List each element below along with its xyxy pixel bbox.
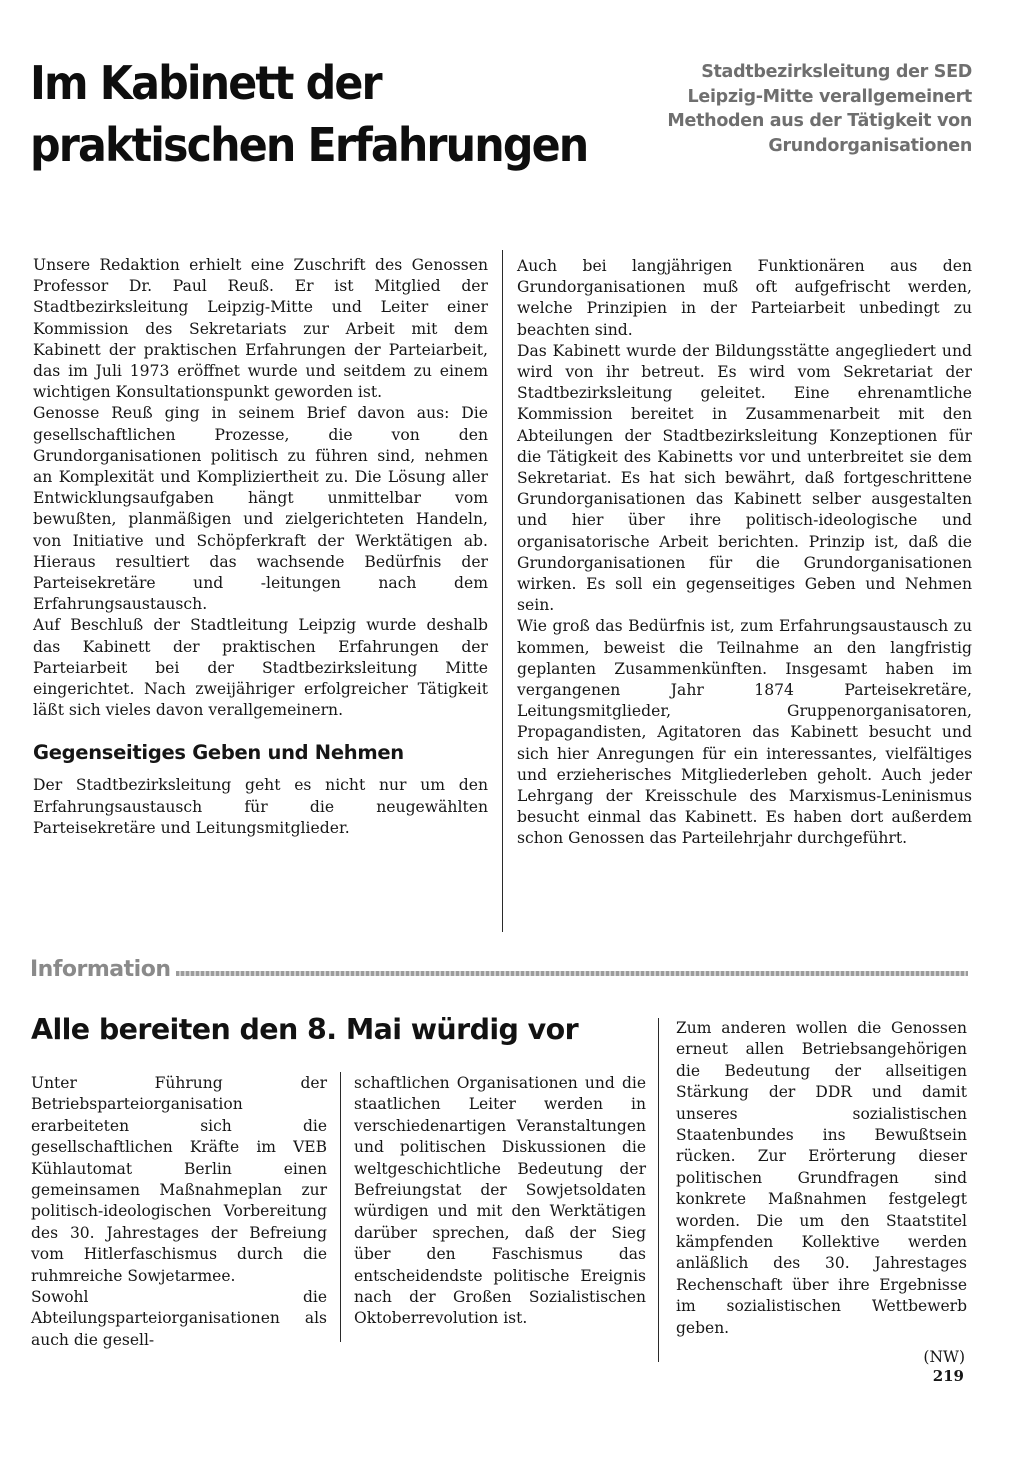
- article-headline: Im Kabinett der praktischen Erfahrungen: [30, 56, 588, 172]
- information-column-3: [676, 1018, 967, 1369]
- section-subheading: Gegenseitiges Geben und Nehmen: [33, 741, 404, 765]
- information-title: Alle bereiten den 8. Mai würdig vor: [31, 1013, 579, 1046]
- paragraph: Unter Führung der Betriebsparteiorganisation erarbeiteten sich die gesellschaftlichen Kräfte im VEB Kühlautomat Berlin einen gemeinsamen Maßnahmeplan zur politisch-ideologischen Vorbereitung des 30. Jahrestages der Befreiung vom Hitlerfaschismus durch die ruhmreiche Sowjetarmee.: [31, 1074, 327, 1285]
- column-divider: [658, 1018, 659, 1362]
- paragraph: Sowohl die Abteilungsparteiorganisationen als auch die gesell-: [31, 1288, 327, 1349]
- source-credit: (NW): [923, 1348, 965, 1367]
- column-divider: [340, 1072, 341, 1342]
- article-column-left: [33, 255, 488, 839]
- page-number: 219: [932, 1367, 964, 1385]
- article-subtitle: Stadtbezirksleitung der SED Leipzig-Mitte verallgemeinert Methoden aus der Tätigkeit von Grundorganisationen: [667, 62, 972, 156]
- paragraph: Auf Beschluß der Stadtleitung Leipzig wurde deshalb das Kabinett der praktischen Erfahrungen der Parteiarbeit bei der Stadtbezirksleitung Mitte eingerichtet. Nach zweijähriger erfolgreicher Tätigkeit läßt sich vieles davon verallgemeinern.: [33, 616, 488, 720]
- paragraph: Unsere Redaktion erhielt eine Zuschrift des Genossen Professor Dr. Paul Reuß. Er ist Mitglied der Stadtbezirksleitung Leipzig-Mitte und Leiter einer Kommission des Sekretariats zur Arbeit mit dem Kabinett der praktischen Erfahrungen der Parteiarbeit, das im Juli 1973 eröffnet wurde und seitdem zu einem wichtigen Konsultationspunkt geworden ist.: [33, 256, 488, 402]
- paragraph: Zum anderen wollen die Genossen erneut allen Betriebsangehörigen die Bedeutung der allseitigen Stärkung der DDR und damit unseres sozialistischen Staatenbundes ins Bewußtsein rücken. Zur Erörterung dieser politischen Grundfragen sind konkrete Maßnahmen festgelegt worden. Die um den Staatstitel kämpfenden Kollektive werden anläßlich des 30. Jahrestages Rechenschaft über ihre Ergebnisse im sozialistischen Wettbewerb geben.: [676, 1019, 967, 1337]
- information-label: Information: [30, 957, 171, 982]
- paragraph: Auch bei langjährigen Funktionären aus den Grundorganisationen muß oft aufgefrischt werden, welche Prinzipien in der Parteiarbeit unbedingt zu beachten sind.: [517, 257, 972, 339]
- paragraph: Genosse Reuß ging in seinem Brief davon aus: Die gesellschaftlichen Prozesse, die von den Grundorganisationen politisch zu führen sind, nehmen an Komplexität und Kompliziertheit zu. Die Lösung aller Entwicklungsaufgaben hängt unmittelbar vom bewußten, planmäßigen und zielgerichteten Handeln, von Initiative und Schöpferkraft der Werktätigen ab. Hieraus resultiert das wachsende Bedürfnis der Parteisekretäre und -leitungen nach dem Erfahrungsaustausch.: [33, 404, 488, 614]
- paragraph: Wie groß das Bedürfnis ist, zum Erfahrungsaustausch zu kommen, beweist die Teilnahme an den langfristig geplanten Zusammenkünften. Insgesamt haben im vergangenen Jahr 1874 Parteisekretäre, Leitungsmitglieder, Gruppenorganisatoren, Propagandisten, Agitatoren das Kabinett besucht und sich hier Anregungen für ein interessantes, vielfältiges und erzieherisches Mitgliederleben geholt. Auch jeder Lehrgang der Kreisschule des Marxismus-Leninismus besucht einmal das Kabinett. Es haben dort außerdem schon Genossen das Parteilehrjahr durchgeführt.: [517, 617, 972, 848]
- information-column-1: [31, 1073, 327, 1351]
- paragraph: schaftlichen Organisationen und die staatlichen Leiter werden in verschiedenartigen Veranstaltungen und politischen Diskussionen die weltgeschichtliche Bedeutung der Befreiungstat der Sowjetsoldaten würdigen und mit den Werktätigen darüber sprechen, daß der Sieg über den Faschismus das entscheidendste politische Ereignis nach der Großen Sozialistischen Oktoberrevolution ist.: [354, 1074, 646, 1328]
- column-divider: [502, 250, 503, 932]
- information-rule: [176, 971, 968, 976]
- article-column-right: [517, 256, 972, 850]
- paragraph: Das Kabinett wurde der Bildungsstätte angegliedert und wird von ihr betreut. Es wird vom Sekretariat der Stadtbezirksleitung geleitet. Eine ehrenamtliche Kommission bereitet in Zusammenarbeit mit den Abteilungen der Stadtbezirksleitung Konzeptionen für die Tätigkeit des Kabinetts vor und unterbreitet sie dem Sekretariat. Es hat sich bewährt, daß fortgeschrittene Grundorganisationen das Kabinett selber ausgestalten und hier über ihre politisch-ideologische und organisatorische Arbeit berichten. Prinzip ist, daß die Grundorganisationen für die Grundorganisationen wirken. Es soll ein gegenseitiges Geben und Nehmen sein.: [517, 341, 972, 615]
- paragraph: Der Stadtbezirksleitung geht es nicht nur um den Erfahrungsaustausch für die neugewählten Parteisekretäre und Leitungsmitglieder.: [33, 776, 488, 837]
- information-column-2: [354, 1073, 646, 1330]
